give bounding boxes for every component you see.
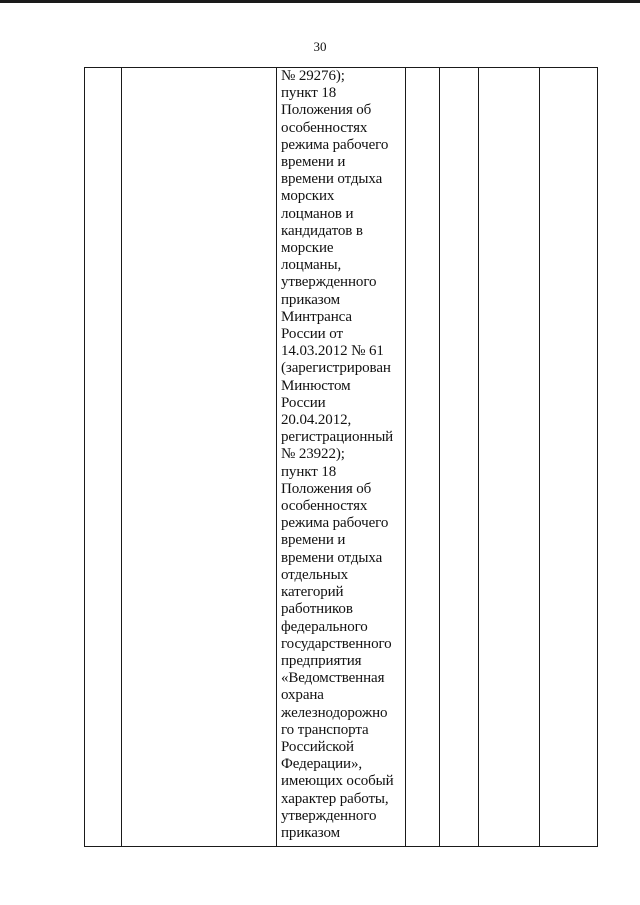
table-cell-col-6	[479, 68, 540, 847]
text-line: времени и	[281, 532, 346, 549]
text-line: (зарегистрирован	[281, 360, 391, 377]
text-line: имеющих особый	[281, 773, 394, 790]
text-line: предприятия	[281, 652, 362, 669]
text-line: времени отдыха	[281, 171, 383, 188]
text-line: № 29276);	[281, 68, 345, 84]
text-line: отдельных	[281, 566, 348, 583]
text-line: приказом	[281, 824, 341, 841]
text-line: лоцманы,	[281, 257, 342, 274]
text-line: № 23922);	[281, 446, 345, 463]
text-line: пункт 18	[281, 85, 337, 102]
regulation-references-text	[277, 68, 405, 842]
text-line: категорий	[281, 584, 344, 601]
page-top-edge	[0, 0, 640, 3]
table-cell-col-4	[406, 68, 440, 847]
text-line: железнодорожно	[281, 704, 388, 721]
text-line: Положения об	[281, 480, 372, 497]
text-line: Минтранса	[281, 308, 352, 325]
text-line: лоцманов и	[281, 205, 354, 222]
text-line: го транспорта	[281, 721, 369, 738]
table-cell-col-1	[85, 68, 122, 847]
text-line: работников	[281, 601, 353, 618]
table-cell-col-7	[540, 68, 598, 847]
text-line: пункт 18	[281, 463, 337, 480]
text-line: России от	[281, 326, 343, 343]
text-line: утвержденного	[281, 274, 377, 291]
text-line: приказом	[281, 291, 341, 308]
table-row	[85, 68, 598, 847]
text-line: кандидатов в	[281, 222, 363, 239]
text-line: морских	[281, 188, 335, 205]
table-cell-col-3	[277, 68, 406, 847]
table-cell-col-2	[122, 68, 277, 847]
text-line: утвержденного	[281, 807, 377, 824]
page-number: 30	[313, 39, 327, 54]
text-line: России	[281, 394, 326, 411]
text-line: особенностях	[281, 498, 368, 515]
text-line: Российской	[281, 738, 354, 755]
text-line: режима рабочего	[281, 515, 389, 532]
text-line: морские	[281, 240, 334, 257]
text-line: времени и	[281, 154, 346, 171]
text-line: Минюстом	[281, 377, 351, 394]
text-line: 14.03.2012 № 61	[281, 343, 384, 360]
text-line: Положения об	[281, 102, 372, 119]
table-cell-col-5	[440, 68, 479, 847]
text-line: Федерации»,	[281, 756, 362, 773]
text-line: 20.04.2012,	[281, 412, 352, 429]
document-table	[84, 67, 598, 847]
text-line: характер работы,	[281, 790, 389, 807]
text-line: федерального	[281, 618, 368, 635]
text-line: охрана	[281, 687, 324, 704]
text-line: «Ведомственная	[281, 670, 385, 687]
text-line: особенностях	[281, 119, 368, 136]
text-line: времени отдыха	[281, 549, 383, 566]
text-line: регистрационный	[281, 429, 394, 446]
text-line: режима рабочего	[281, 136, 389, 153]
text-line: государственного	[281, 635, 392, 652]
